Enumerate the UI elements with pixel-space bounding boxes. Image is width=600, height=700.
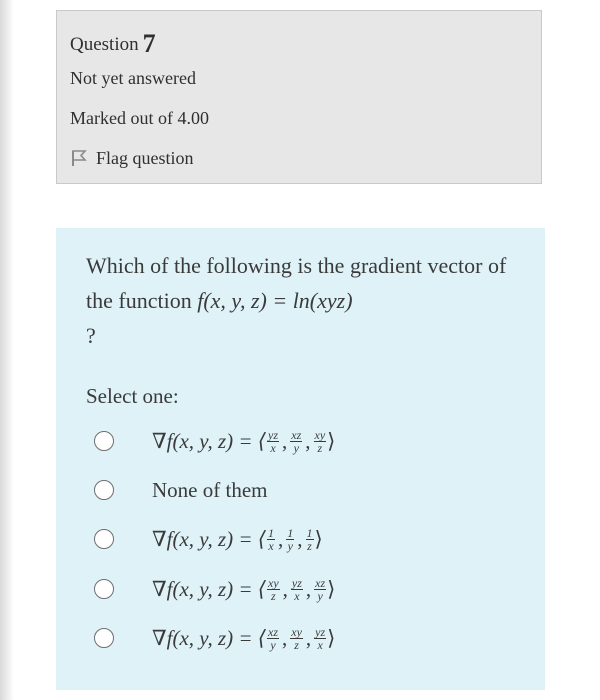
option-3-label: ∇f(x, y, z) = ⟨ $\frac{1}{x}$ , $\frac{1}{y}$ , $\frac{1}{z}$ ⟩ [152, 525, 323, 553]
option-4-prefix: ∇f(x, y, z) = ⟨ [152, 576, 267, 601]
option-3-suffix: ⟩ [314, 526, 323, 551]
option-4-suffix: ⟩ [327, 576, 336, 601]
answer-option-2[interactable] [94, 474, 267, 506]
radio-button[interactable] [94, 628, 114, 648]
fraction: $\frac{xz}{y}$ [315, 575, 326, 603]
option-4-label: ∇f(x, y, z) = ⟨ $\frac{xy}{z}$ , $\frac{yz}{x}$ , $\frac{xz}{y}$ ⟩ [152, 575, 336, 603]
flag-icon [70, 149, 88, 167]
radio-button[interactable] [94, 480, 114, 500]
flag-question-label: Flag question [96, 148, 194, 168]
option-1-prefix: ∇f(x, y, z) = ⟨ [152, 428, 267, 453]
question-label: Question [70, 34, 139, 55]
answer-option-4[interactable] [94, 573, 335, 605]
fraction: $\frac{1}{z}$ [306, 525, 313, 553]
option-5-prefix: ∇f(x, y, z) = ⟨ [152, 625, 267, 650]
option-2-label: None of them [152, 477, 268, 502]
fraction: $\frac{1}{x}$ [268, 525, 275, 553]
fraction: $\frac{xy}{z}$ [291, 624, 302, 652]
fraction: $\frac{xy}{z}$ [314, 427, 326, 455]
fraction: $\frac{xy}{z}$ [268, 575, 279, 603]
fraction: $\frac{yz}{x}$ [315, 624, 326, 652]
radio-button[interactable] [94, 579, 114, 599]
marked-out-of: Marked out of 4.00 [70, 108, 209, 128]
answer-option-1[interactable] [94, 425, 335, 457]
option-1-label: ∇f(x, y, z) = ⟨ $\frac{yz}{x}$ , $\frac{xz}{y}$ , $\frac{xy}{z}$ ⟩ [152, 427, 336, 455]
radio-button[interactable] [94, 529, 114, 549]
fraction: $\frac{yz}{x}$ [291, 575, 302, 603]
flag-question-link[interactable] [70, 148, 194, 169]
select-one-label: Select one: [86, 384, 179, 408]
question-info-panel [56, 10, 542, 184]
left-edge-shadow [0, 0, 14, 700]
question-text [86, 248, 526, 353]
fraction: $\frac{1}{y}$ [287, 525, 294, 553]
option-5-suffix: ⟩ [327, 625, 336, 650]
fraction: $\frac{yz}{x}$ [268, 427, 279, 455]
answer-status: Not yet answered [70, 68, 196, 88]
fraction: $\frac{xz}{y}$ [291, 427, 302, 455]
fraction: $\frac{xz}{y}$ [268, 624, 279, 652]
question-formula: f(x, y, z) = ln(xyz) [197, 288, 353, 313]
question-body: Which of the following is the gradient vector of the function [86, 253, 507, 313]
question-mark: ? [86, 323, 96, 348]
answer-option-3[interactable] [94, 523, 323, 555]
answer-option-5[interactable] [94, 622, 335, 654]
question-number-heading [70, 29, 156, 59]
option-1-suffix: ⟩ [327, 428, 336, 453]
question-panel [56, 228, 545, 690]
question-number: 7 [142, 29, 156, 58]
radio-button[interactable] [94, 431, 114, 451]
option-5-label: ∇f(x, y, z) = ⟨ $\frac{xz}{y}$ , $\frac{xy}{z}$ , $\frac{yz}{x}$ ⟩ [152, 624, 336, 652]
option-3-prefix: ∇f(x, y, z) = ⟨ [152, 526, 267, 551]
